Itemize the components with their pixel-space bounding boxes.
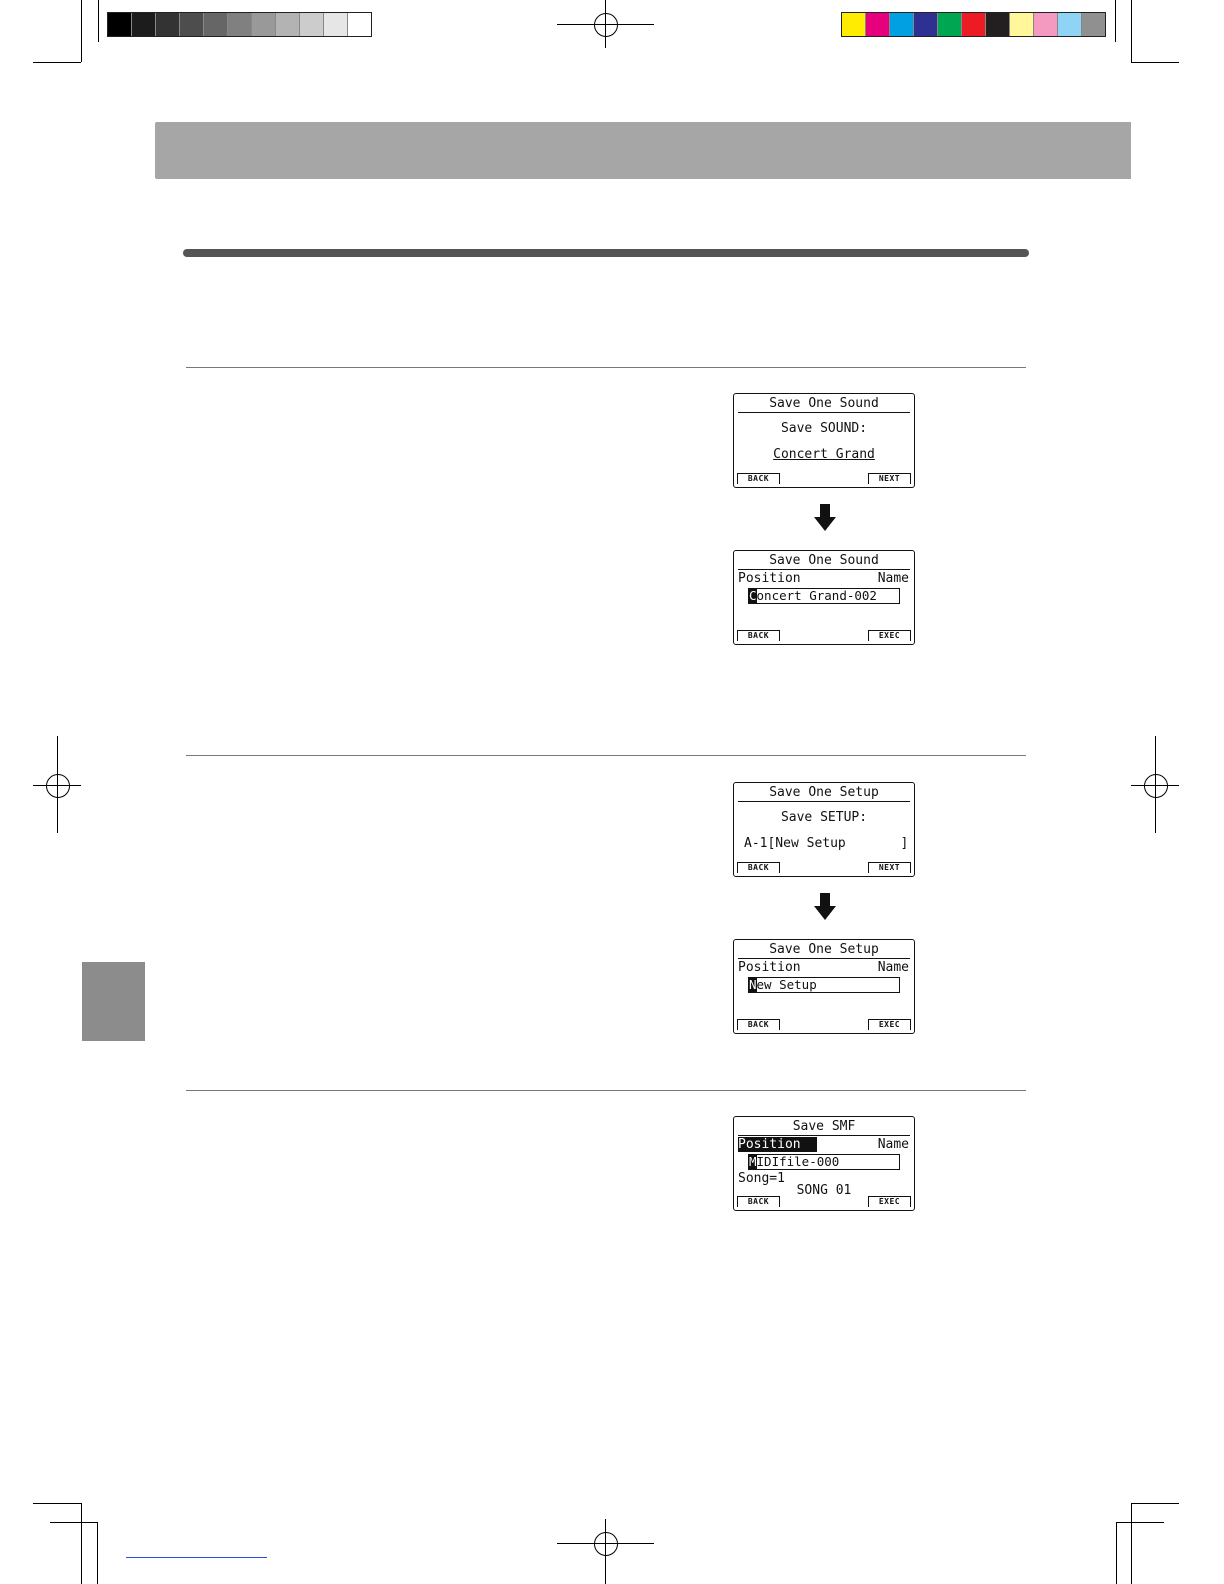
lcd-title: Save SMF	[738, 1119, 910, 1136]
gray-swatch	[348, 13, 371, 36]
color-swatch	[1058, 13, 1082, 36]
section-divider-3	[186, 1090, 1026, 1091]
gray-swatch	[204, 13, 228, 36]
lcd-save-setup-step1	[733, 782, 915, 877]
lcd-save-sound-step2	[733, 550, 915, 645]
gray-swatch	[252, 13, 276, 36]
back-softkey[interactable]: BACK	[737, 862, 780, 873]
color-swatch	[962, 13, 986, 36]
title-rule	[183, 249, 1029, 257]
color-swatch	[914, 13, 938, 36]
back-softkey[interactable]: BACK	[737, 1196, 780, 1207]
lcd-save-setup-step2	[733, 939, 915, 1034]
gray-swatch	[228, 13, 252, 36]
gray-swatch	[132, 13, 156, 36]
grayscale-calibration-bar	[107, 12, 372, 37]
down-arrow-icon	[814, 893, 836, 921]
gray-swatch	[180, 13, 204, 36]
name-field[interactable]	[748, 1154, 900, 1170]
gray-swatch	[108, 13, 132, 36]
back-softkey[interactable]: BACK	[737, 630, 780, 641]
name-field[interactable]	[748, 977, 900, 993]
lcd-save-smf	[733, 1116, 915, 1211]
back-softkey[interactable]: BACK	[737, 473, 780, 484]
position-label: Position	[738, 1137, 817, 1152]
position-label: Position	[738, 571, 801, 586]
name-label: Name	[877, 1137, 909, 1152]
gray-swatch	[300, 13, 324, 36]
name-label: Name	[877, 960, 909, 975]
lcd-title: Save One Sound	[738, 396, 910, 413]
color-swatch	[842, 13, 866, 36]
chapter-side-tab	[82, 962, 145, 1041]
name-text: ew Setup	[756, 977, 817, 992]
chapter-header-band	[155, 122, 1131, 179]
lcd-selected-setup: A-1[New Setup ]	[744, 836, 909, 851]
color-swatch	[1010, 13, 1034, 36]
lcd-selected-sound: Concert Grand	[773, 447, 875, 462]
color-swatch	[986, 13, 1010, 36]
next-softkey[interactable]: NEXT	[868, 473, 911, 484]
color-swatch	[866, 13, 890, 36]
name-field[interactable]	[748, 588, 900, 604]
down-arrow-icon	[814, 504, 836, 532]
gray-swatch	[276, 13, 300, 36]
song-name: SONG 01	[796, 1183, 852, 1198]
back-softkey[interactable]: BACK	[737, 1019, 780, 1030]
section-divider-1	[186, 367, 1026, 368]
color-swatch	[890, 13, 914, 36]
color-swatch	[1034, 13, 1058, 36]
gray-swatch	[324, 13, 348, 36]
name-cursor: N	[749, 977, 757, 992]
lcd-prompt: Save SETUP:	[780, 810, 868, 825]
exec-softkey[interactable]: EXEC	[868, 1019, 911, 1030]
name-text: oncert Grand-002	[756, 588, 877, 603]
section-divider-2	[186, 755, 1026, 756]
name-label: Name	[877, 571, 909, 586]
lcd-title: Save One Setup	[738, 942, 910, 959]
name-text: IDIfile-000	[756, 1154, 840, 1169]
color-calibration-bar	[841, 12, 1106, 37]
gray-swatch	[156, 13, 180, 36]
lcd-title: Save One Sound	[738, 553, 910, 570]
footer-link-underline	[126, 1557, 267, 1558]
lcd-title: Save One Setup	[738, 785, 910, 802]
position-label: Position	[738, 960, 801, 975]
name-cursor: C	[749, 588, 757, 603]
exec-softkey[interactable]: EXEC	[868, 1196, 911, 1207]
song-number: Song=1	[738, 1171, 785, 1186]
lcd-prompt: Save SOUND:	[780, 421, 868, 436]
name-cursor: M	[749, 1154, 757, 1169]
lcd-save-sound-step1	[733, 393, 915, 488]
next-softkey[interactable]: NEXT	[868, 862, 911, 873]
color-swatch	[938, 13, 962, 36]
exec-softkey[interactable]: EXEC	[868, 630, 911, 641]
color-swatch	[1082, 13, 1105, 36]
